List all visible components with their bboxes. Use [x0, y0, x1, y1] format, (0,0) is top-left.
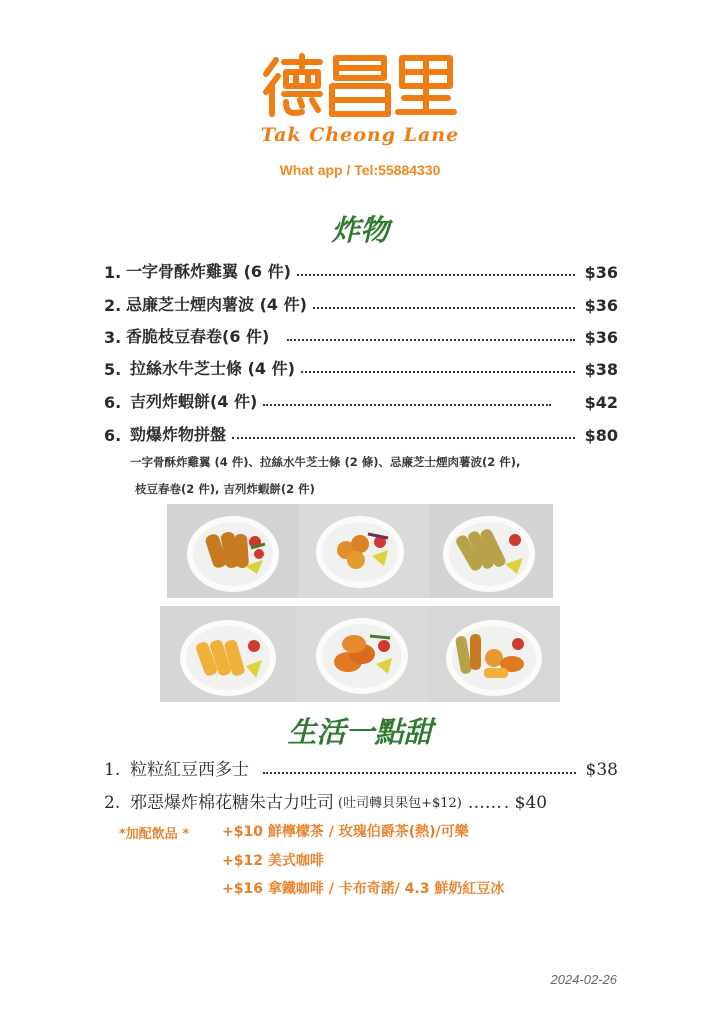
brand-name-en: Tak Cheong Lane [260, 124, 460, 146]
menu-item-dessert-2 [104, 787, 624, 813]
item-number: 3. [104, 328, 122, 347]
contact-phone: What app / Tel:55884330 [279, 162, 441, 178]
dot-leader [263, 772, 576, 774]
item-price: $38 [585, 760, 618, 780]
item-number: 2. [104, 296, 122, 315]
platter-note-line-2: 枝豆春卷(2 件), 吉列炸蝦餅(2 件) [135, 482, 315, 496]
item-price: $80 [584, 426, 618, 445]
item-number: 1. [104, 760, 121, 780]
section-title-fried: 炸物 [330, 213, 389, 247]
item-name: 邪惡爆炸棉花糖朱古力吐司 [130, 793, 334, 813]
platter-note-line-1: 一字骨酥炸雞翼 (4 件)、拉絲水牛芝士條 (2 條)、忌廉芝士煙肉薯波(2 件), [130, 455, 521, 469]
item-name: 勁爆炸物拼盤 [130, 425, 227, 444]
photo-shrimp-cakes [296, 606, 428, 702]
menu-item-fried-5 [104, 353, 618, 379]
item-number: 6. [104, 393, 122, 412]
item-number: 1. [104, 263, 122, 282]
item-name: 拉絲水牛芝士條 (4 件) [130, 359, 295, 378]
item-price: $36 [584, 296, 618, 315]
menu-item-dessert-1 [104, 754, 618, 780]
item-name: 香脆枝豆春卷(6 件) [126, 327, 270, 346]
menu-item-fried-3 [104, 321, 618, 347]
item-price: $38 [584, 360, 618, 379]
item-number: 5. [104, 360, 122, 379]
drink-option-12: +$12 美式咖啡 [222, 853, 324, 869]
dot-leader [297, 274, 575, 276]
logo [262, 52, 458, 118]
menu-date: 2024-02-26 [550, 972, 617, 987]
item-name: 一字骨酥炸雞翼 (6 件) [126, 262, 291, 281]
item-trail: …… [467, 793, 502, 813]
dot-leader [313, 307, 575, 309]
drink-option-16: +$16 拿鐵咖啡 / 卡布奇諾/ 4.3 鮮奶紅豆冰 [222, 881, 505, 897]
dot-leader [287, 339, 574, 341]
item-price: . $40 [503, 793, 548, 813]
item-number: 6. [104, 426, 122, 445]
menu-item-fried-2 [104, 289, 618, 315]
photo-spring-rolls [429, 504, 553, 598]
item-name: 粒粒紅豆西多士 [130, 760, 249, 780]
item-price: $42 [584, 393, 618, 412]
item-number: 2. [104, 793, 121, 813]
section-title-dessert: 生活一點甜 [287, 715, 433, 749]
menu-item-fried-6a [104, 386, 618, 412]
item-price: $36 [584, 328, 618, 347]
item-subnote: (吐司轉貝果包+$12) [338, 796, 462, 811]
photo-chicken-wings [167, 504, 298, 598]
drink-option-10: +$10 鮮檸檬茶 / 玫瑰伯爵茶(熱)/可樂 [222, 824, 469, 840]
dot-leader [301, 371, 575, 373]
menu-item-fried-1 [104, 256, 618, 282]
dot-leader [263, 404, 550, 406]
photo-mozzarella-sticks [160, 606, 296, 702]
photo-bacon-balls [298, 504, 429, 598]
item-name: 忌廉芝士煙肉薯波 (4 件) [126, 295, 307, 314]
item-name: 吉列炸蝦餅(4 件) [130, 392, 258, 411]
drinks-addon-label: *加配飲品 * [119, 827, 190, 842]
dot-leader [232, 437, 575, 439]
menu-item-fried-6b [104, 419, 618, 445]
photo-fried-platter [428, 606, 560, 702]
item-price: $36 [584, 263, 618, 282]
